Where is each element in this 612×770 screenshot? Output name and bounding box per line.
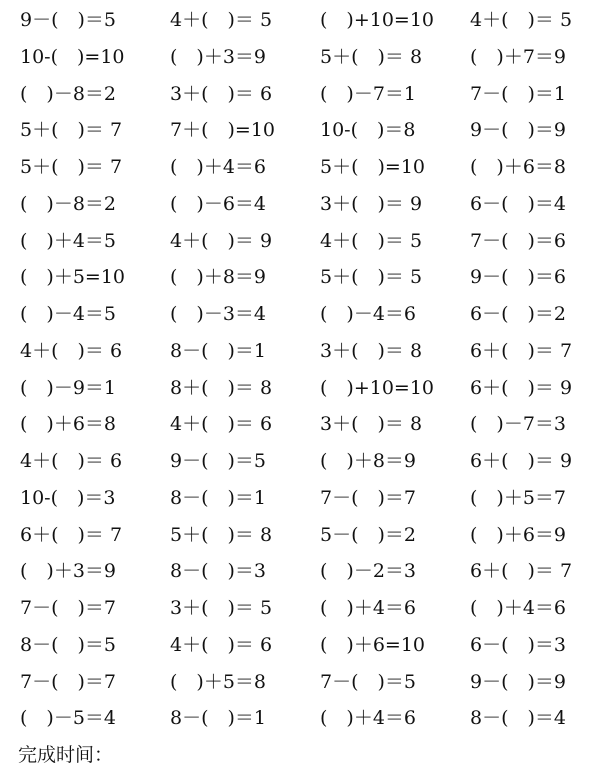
problem: ( )+10=10 <box>320 376 435 399</box>
problem: 5＋( )＝ 8 <box>320 45 423 68</box>
problem: 4＋( )＝ 5 <box>170 9 273 31</box>
problem: ( )＋5＝8 <box>170 670 267 693</box>
problem: 7－( )＝7 <box>20 597 117 619</box>
problem: ( )－8＝2 <box>20 192 117 215</box>
problem: 5＋( )=10 <box>320 156 426 178</box>
problem: ( )＋4＝6 <box>170 156 267 178</box>
problem: 3＋( )＝ 9 <box>320 192 423 215</box>
problem: 7－( )＝5 <box>320 670 417 693</box>
completion-time-label: 完成时间： <box>18 744 114 766</box>
problem: 8－( )＝1 <box>170 339 267 362</box>
problem: ( )＋5＝7 <box>470 486 567 509</box>
problem: 6＋( )＝ 7 <box>20 523 123 546</box>
problem: 6＋( )＝ 7 <box>470 339 573 362</box>
problem: 6－( )＝3 <box>470 633 567 656</box>
problem: 8－( )＝3 <box>170 560 267 583</box>
problem: 7－( )＝7 <box>320 486 417 509</box>
problem: 9－( )＝9 <box>470 119 567 142</box>
problem: 7－( )＝6 <box>470 229 567 252</box>
problem: 4＋( )＝ 6 <box>20 339 123 362</box>
problem: ( )+10=10 <box>320 9 435 31</box>
problem: ( )＋6=10 <box>320 633 426 656</box>
problem: 7＋( )=10 <box>170 119 276 142</box>
problem: ( )－3＝4 <box>170 303 267 325</box>
problem: 5＋( )＝ 5 <box>320 266 423 289</box>
problem: 5＋( )＝ 8 <box>170 523 273 546</box>
problem: 3＋( )＝ 6 <box>170 82 273 105</box>
problem: 5＋( )＝ 7 <box>20 119 123 142</box>
problem: ( )＋5=10 <box>20 266 126 289</box>
problem: 8－( )＝1 <box>170 707 267 730</box>
problem: ( )－5＝4 <box>20 707 117 730</box>
problem: 9－( )＝5 <box>20 9 117 31</box>
problem: 4＋( )＝ 5 <box>470 9 573 31</box>
problem: 8＋( )＝ 8 <box>170 376 273 399</box>
problem: 10-( )＝8 <box>320 119 416 142</box>
problem: 6－( )＝4 <box>470 192 567 215</box>
problem: ( )＋8＝9 <box>320 450 417 472</box>
problem: 8－( )＝5 <box>20 633 117 656</box>
problem-grid <box>20 2 600 737</box>
problem: 9－( )＝9 <box>470 670 567 693</box>
problem: 3＋( )＝ 8 <box>320 339 423 362</box>
problem: 10-( )＝3 <box>20 486 116 509</box>
problem: ( )＋4＝6 <box>470 597 567 619</box>
problem: ( )＋6＝8 <box>20 413 117 436</box>
problem: ( )＋4＝6 <box>320 707 417 730</box>
problem: ( )－2＝3 <box>320 560 417 583</box>
problem: 4＋( )＝ 9 <box>170 229 273 252</box>
problem: ( )＋6＝8 <box>470 156 567 178</box>
problem: ( )－4＝6 <box>320 303 417 325</box>
problem: 9－( )＝5 <box>170 450 267 472</box>
problem: 9－( )＝6 <box>470 266 567 289</box>
problem: 4＋( )＝ 6 <box>170 413 273 436</box>
problem: ( )－8＝2 <box>20 82 117 105</box>
problem: ( )＋8＝9 <box>170 266 267 289</box>
problem: ( )－4＝5 <box>20 303 117 325</box>
problem: 6＋( )＝ 9 <box>470 450 573 472</box>
problem: 6＋( )＝ 7 <box>470 560 573 583</box>
problem: ( )＋4＝5 <box>20 229 117 252</box>
problem: 5－( )＝2 <box>320 523 417 546</box>
problem: 10-( )=10 <box>20 45 125 68</box>
problem: ( )－6＝4 <box>170 192 267 215</box>
problem: 6－( )＝2 <box>470 303 567 325</box>
problem: 5＋( )＝ 7 <box>20 156 123 178</box>
problem: ( )－7＝1 <box>320 82 417 105</box>
problem: ( )－9＝1 <box>20 376 117 399</box>
problem: ( )＋3＝9 <box>170 45 267 68</box>
problem: 3＋( )＝ 8 <box>320 413 423 436</box>
problem: ( )－7＝3 <box>470 413 567 436</box>
problem: ( )＋3＝9 <box>20 560 117 583</box>
problem: 6＋( )＝ 9 <box>470 376 573 399</box>
problem: ( )＋7＝9 <box>470 45 567 68</box>
problem: 4＋( )＝ 6 <box>20 450 123 472</box>
problem: 4＋( )＝ 6 <box>170 633 273 656</box>
problem: ( )＋6＝9 <box>470 523 567 546</box>
problem: 8－( )＝4 <box>470 707 567 730</box>
problem: 8－( )＝1 <box>170 486 267 509</box>
problem: 7－( )＝7 <box>20 670 117 693</box>
problem: 7－( )＝1 <box>470 82 567 105</box>
problem: ( )＋4＝6 <box>320 597 417 619</box>
problem: 3＋( )＝ 5 <box>170 597 273 619</box>
problem: 4＋( )＝ 5 <box>320 229 423 252</box>
